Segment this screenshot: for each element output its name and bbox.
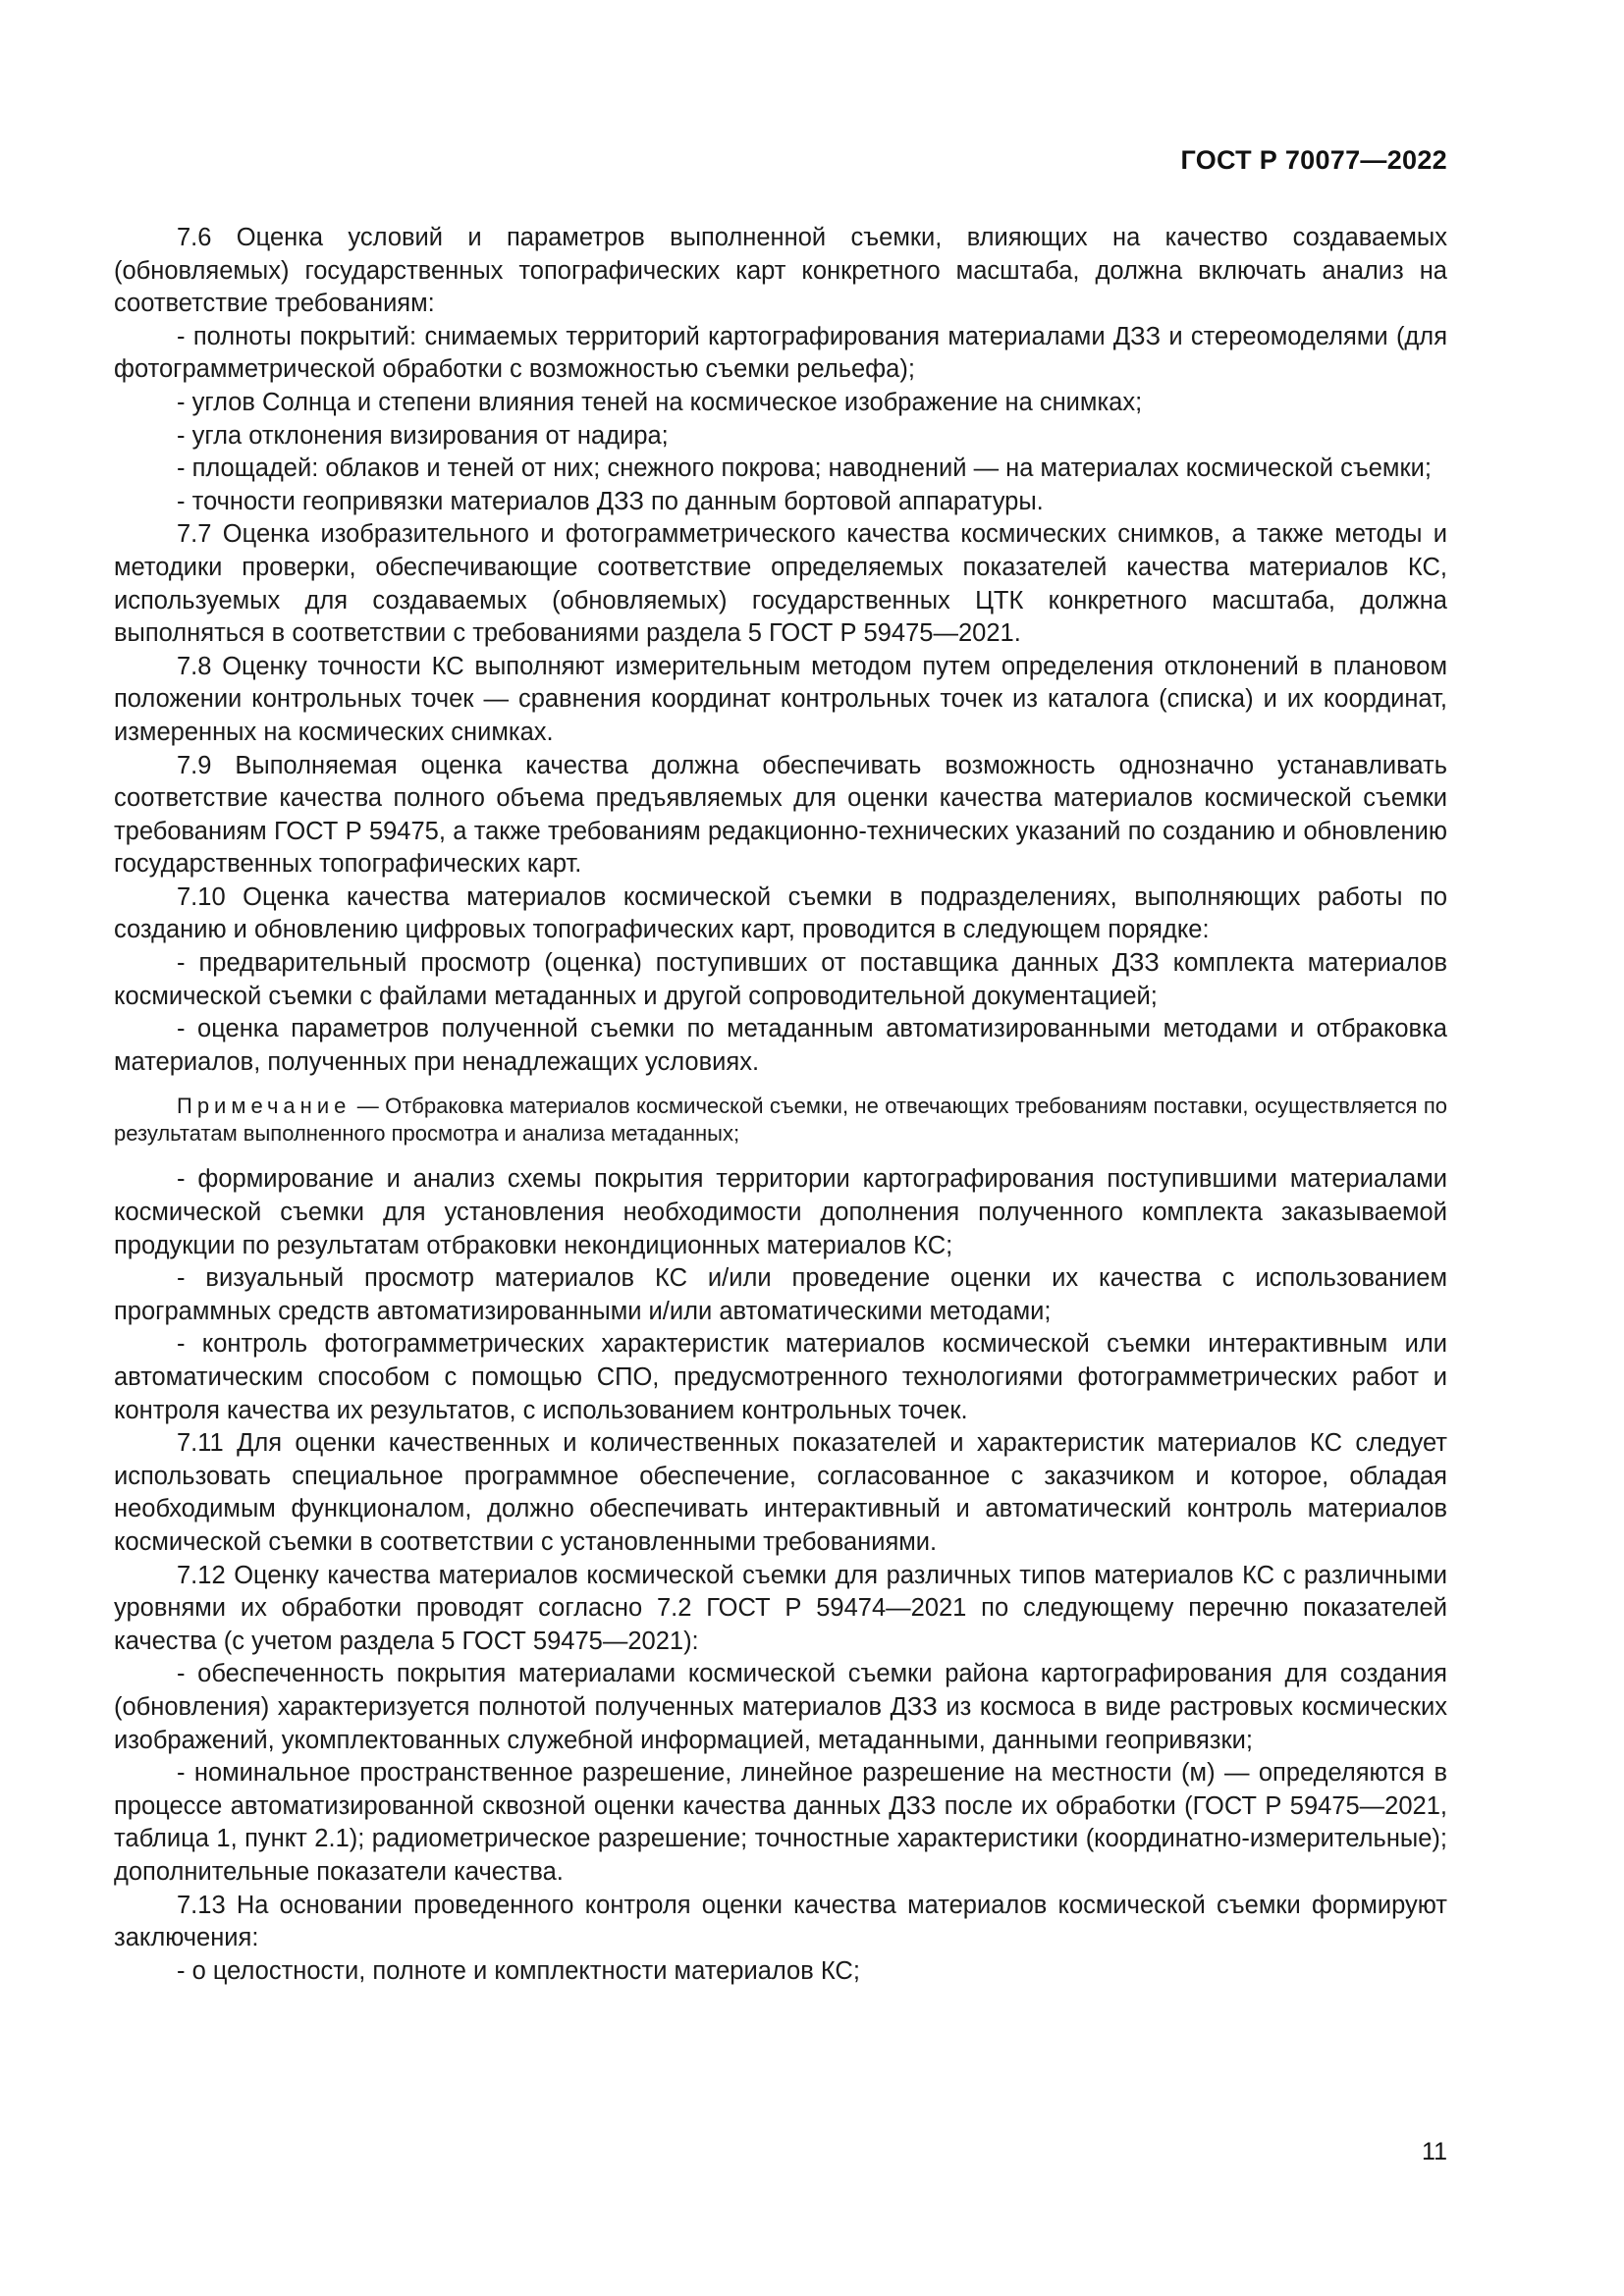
note-block: [114, 1093, 1447, 1148]
list-item-nominal-resolution: - номинальное пространственное разрешение, линейное разрешение на местности (м) — определяются в процессе автоматизированной сквозной оценки качества данных ДЗЗ после их обработки (ГОСТ Р 59475—2021, таблица 1, пункт 2.1); радиометрическое разрешение; точностные характеристики (координатно-измерительные); дополнительные показатели качества.: [114, 1759, 1447, 1886]
list-item-cloud-areas: - площадей: облаков и теней от них; снежного покрова; наводнений — на материалах космической съемки;: [177, 454, 1432, 483]
note-text: — Отбраковка материалов космической съемки, не отвечающих требованиям поставки, осуществляется по результатам выполненного просмотра и анализа метаданных;: [114, 1094, 1447, 1147]
paragraph-7-11: 7.11 Для оценки качественных и количественных показателей и характеристик материалов КС следует использовать специальное программное обеспечение, согласованное с заказчиком и которое, обладая необходимым функционалом, должно обеспечивать интерактивный и автоматический контроль материалов космической съемки в соответствии с установленными требованиями.: [114, 1429, 1447, 1556]
paragraph-7-6: 7.6 Оценка условий и параметров выполненной съемки, влияющих на качество создаваемых (обновляемых) государственных топографических карт конкретного масштаба, должна включать анализ на соответствие требованиям:: [114, 224, 1447, 318]
paragraph-7-12: 7.12 Оценку качества материалов космической съемки для различных типов материалов КС с различными уровнями их обработки проводят согласно 7.2 ГОСТ Р 59474—2021 по следующему перечню показателей качества (с учетом раздела 5 ГОСТ 59475—2021):: [114, 1561, 1447, 1655]
list-item-coverage-scheme: - формирование и анализ схемы покрытия территории картографирования поступившими материалами космической съемки для установления необходимости дополнения полученного комплекта заказываемой продукции по результатам отбраковки некондиционных материалов КС;: [114, 1165, 1447, 1259]
paragraph-7-7: 7.7 Оценка изобразительного и фотограмметрического качества космических снимков, а также методы и методики проверки, обеспечивающие соответствие определяемых показателей качества материалов КС, используемых для создаваемых (обновляемых) государственных ЦТК конкретного масштаба, должна выполняться в соответствии с требованиями раздела 5 ГОСТ Р 59475—2021.: [114, 520, 1447, 648]
list-item-nadir-angle: - угла отклонения визирования от надира;: [177, 421, 669, 450]
paragraph-7-9: 7.9 Выполняемая оценка качества должна обеспечивать возможность однозначно устанавливать соответствие качества полного объема предъявляемых для оценки качества материалов космической съемки требованиям ГОСТ Р 59475, а также требованиям редакционно-технических указаний по созданию и обновлению государственных топографических карт.: [114, 751, 1447, 879]
document-code-header: ГОСТ Р 70077—2022: [1180, 145, 1447, 175]
list-item-sun-angles: - углов Солнца и степени влияния теней на космическое изображение на снимках;: [177, 388, 1143, 416]
list-item-metadata-assessment: - оценка параметров полученной съемки по метаданным автоматизированными методами и отбраковка материалов, полученных при ненадлежащих условиях.: [114, 1015, 1447, 1076]
list-item-georeference-accuracy: - точности геопривязки материалов ДЗЗ по данным бортовой аппаратуры.: [177, 487, 1044, 515]
page-number: 11: [1422, 2138, 1447, 2165]
document-body: [114, 222, 1447, 1988]
paragraph-7-10: 7.10 Оценка качества материалов космической съемки в подразделениях, выполняющих работы по созданию и обновлению цифровых топографических карт, проводится в следующем порядке:: [114, 882, 1447, 944]
note-label: Примечание: [177, 1094, 352, 1119]
list-item-integrity-completeness: - о целостности, полноте и комплектности материалов КС;: [177, 1956, 860, 1985]
list-item-visual-review: - визуальный просмотр материалов КС и/или проведение оценки их качества с использованием программных средств автоматизированными и/или автоматическими методами;: [114, 1264, 1447, 1325]
list-item-coverage-completeness: - полноты покрытий: снимаемых территорий картографирования материалами ДЗЗ и стереомоделями (для фотограмметрической обработки с возможностью съемки рельефа);: [114, 322, 1447, 384]
paragraph-7-13: 7.13 На основании проведенного контроля оценки качества материалов космической съемки формируют заключения:: [114, 1891, 1447, 1952]
paragraph-7-8: 7.8 Оценку точности КС выполняют измерительным методом путем определения отклонений в плановом положении контрольных точек — сравнения координат контрольных точек из каталога (списка) и их координат, измеренных на космических снимках.: [114, 652, 1447, 746]
list-item-photogrammetric-control: - контроль фотограмметрических характеристик материалов космической съемки интерактивным или автоматическим способом с помощью СПО, предусмотренного технологиями фотограмметрических работ и контроля качества их результатов, с использованием контрольных точек.: [114, 1330, 1447, 1424]
list-item-coverage-provision: - обеспеченность покрытия материалами космической съемки района картографирования для создания (обновления) характеризуется полнотой полученных материалов ДЗЗ из космоса в виде растровых космических изображений, укомплектованных служебной информацией, метаданными, данными геопривязки;: [114, 1660, 1447, 1754]
list-item-preliminary-review: - предварительный просмотр (оценка) поступивших от поставщика данных ДЗЗ комплекта материалов космической съемки с файлами метаданных и другой сопроводительной документацией;: [114, 949, 1447, 1010]
